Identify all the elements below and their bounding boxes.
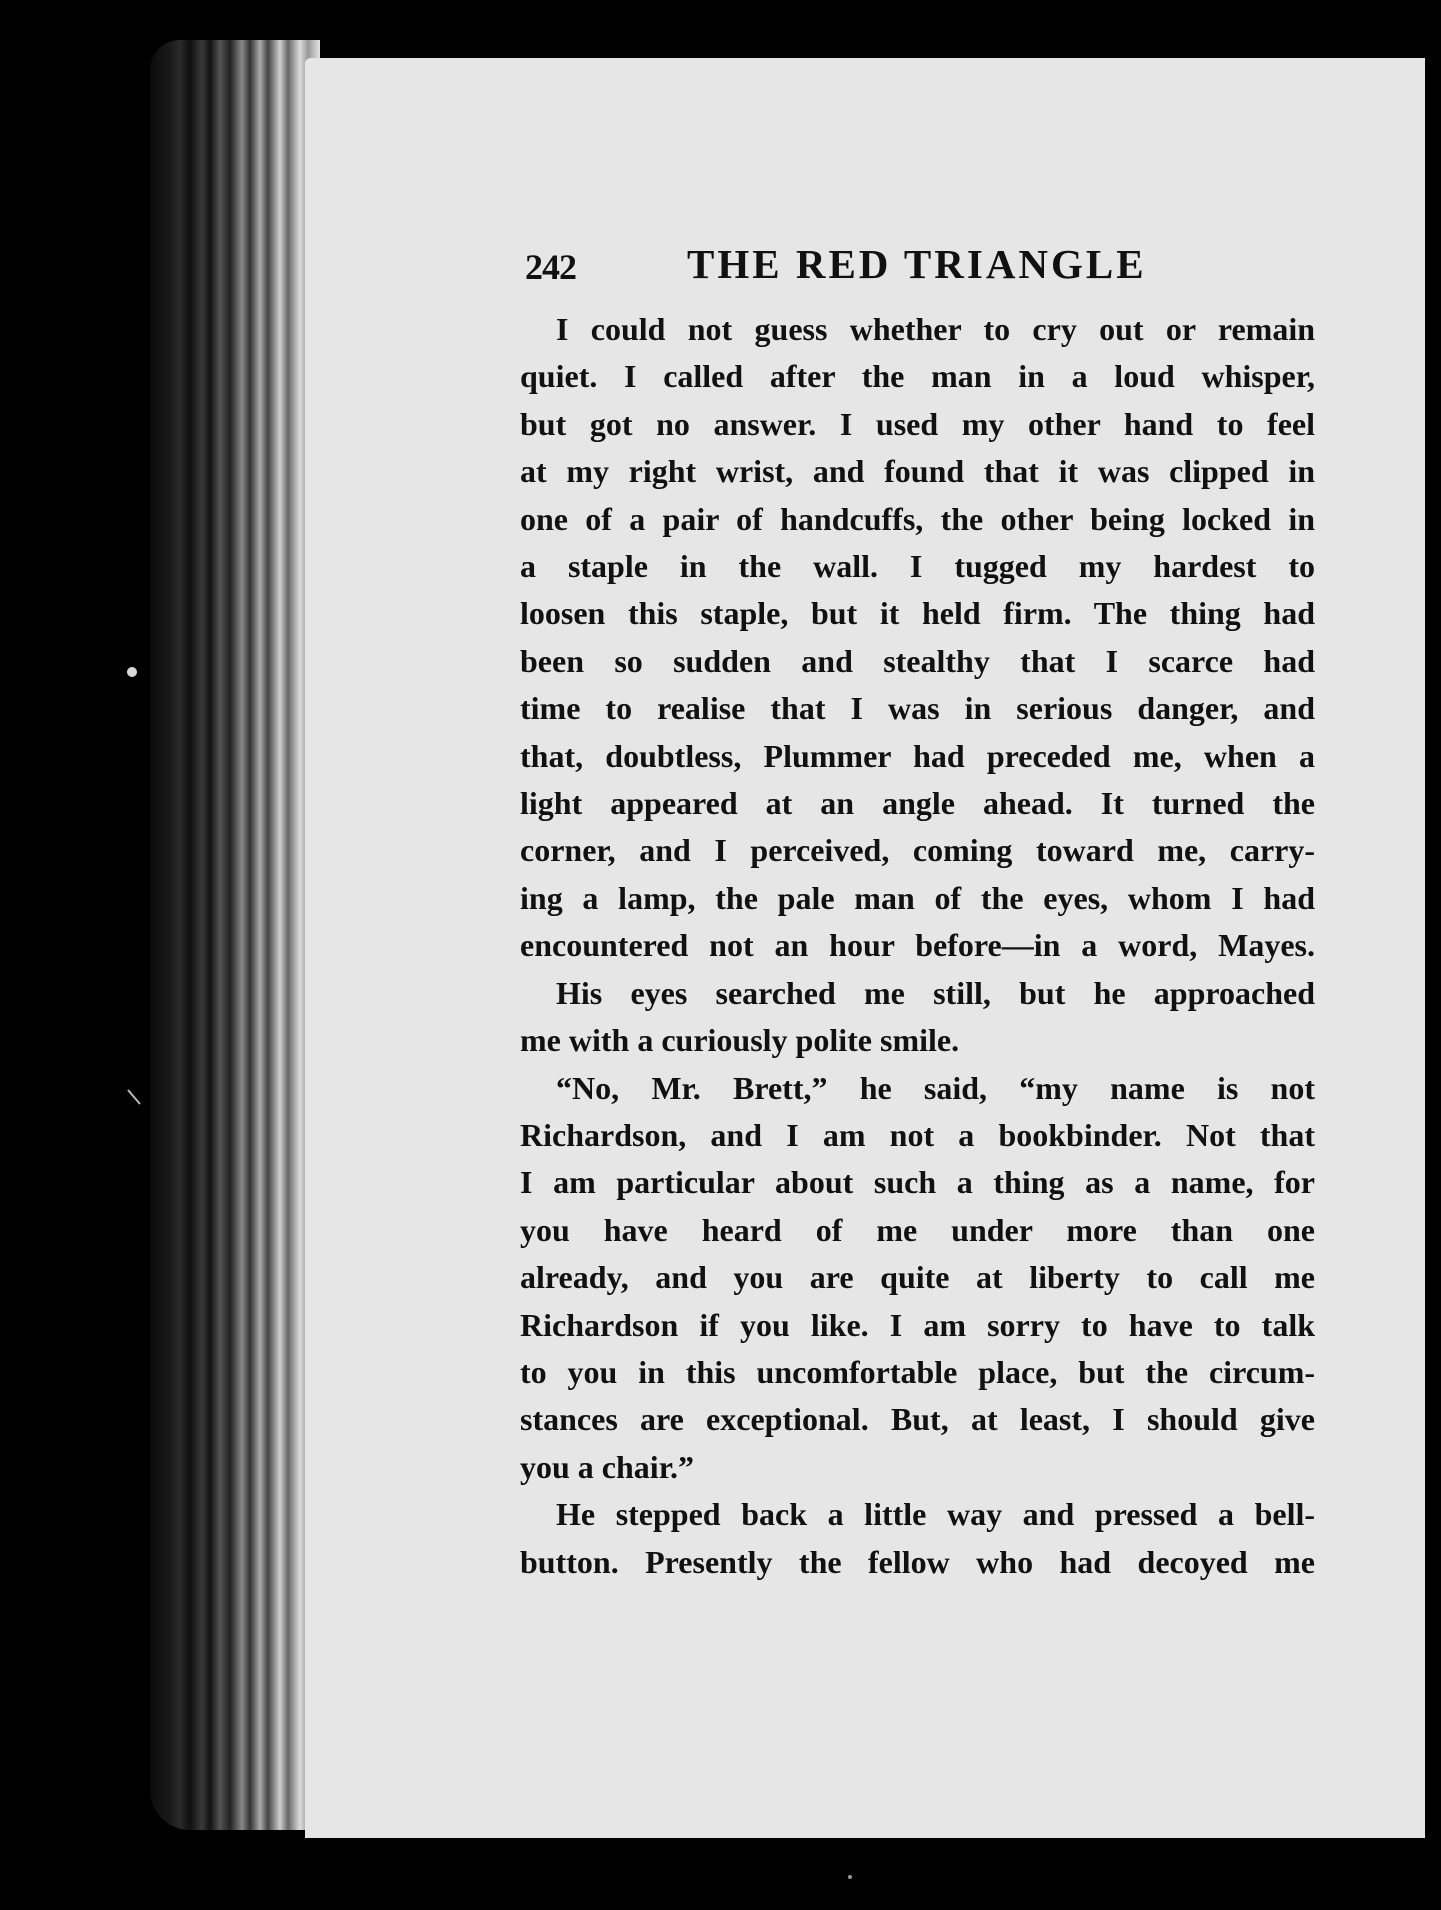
text-line: I am particular about such a thing as a name, for: [520, 1164, 1315, 1201]
text-line: Richardson, and I am not a bookbinder. Not that: [520, 1116, 1315, 1153]
text-line: but got no answer. I used my other hand to feel: [520, 405, 1315, 442]
text-line: corner, and I perceived, coming toward me, carry-: [520, 832, 1315, 869]
text-line: to you in this uncomfortable place, but the circum-: [520, 1353, 1315, 1390]
body-text: [520, 306, 1315, 1586]
text-line: button. Presently the fellow who had decoyed me: [520, 1543, 1315, 1580]
text-line: that, doubtless, Plummer had preceded me, when a: [520, 737, 1315, 774]
text-line: one of a pair of handcuffs, the other being locked in: [520, 500, 1315, 537]
page-header: [525, 240, 1175, 300]
text-line: stances are exceptional. But, at least, I should give: [520, 1401, 1315, 1438]
text-line: I could not guess whether to cry out or remain: [556, 311, 1315, 347]
text-line: ing a lamp, the pale man of the eyes, whom I had: [520, 879, 1315, 916]
text-line: Richardson if you like. I am sorry to have to talk: [520, 1306, 1315, 1343]
page-number: 242: [525, 247, 576, 287]
text-line: at my right wrist, and found that it was clipped in: [520, 453, 1315, 490]
text-line: loosen this staple, but it held firm. The thing had: [520, 595, 1315, 632]
text-line: light appeared at an angle ahead. It turned the: [520, 785, 1315, 822]
text-line: a staple in the wall. I tugged my hardest to: [520, 548, 1315, 585]
text-line: you a chair.”: [520, 1448, 694, 1485]
text-line: time to realise that I was in serious danger, and: [520, 690, 1315, 727]
text-line: quiet. I called after the man in a loud whisper,: [520, 358, 1315, 395]
book-page-edges: [150, 40, 320, 1830]
text-line: He stepped back a little way and pressed a bell-: [556, 1496, 1315, 1533]
text-line: already, and you are quite at liberty to call me: [520, 1259, 1315, 1296]
text-line: you have heard of me under more than one: [520, 1211, 1315, 1248]
running-title: THE RED TRIANGLE: [687, 241, 1147, 287]
text-line: “No, Mr. Brett,” he said, “my name is not: [556, 1069, 1315, 1106]
text-line: His eyes searched me still, but he approached: [556, 974, 1315, 1011]
text-line: me with a curiously polite smile.: [520, 1022, 960, 1059]
text-line: been so sudden and stealthy that I scarce had: [520, 642, 1315, 679]
text-line: encountered not an hour before—in a word, Mayes.: [520, 927, 1315, 964]
